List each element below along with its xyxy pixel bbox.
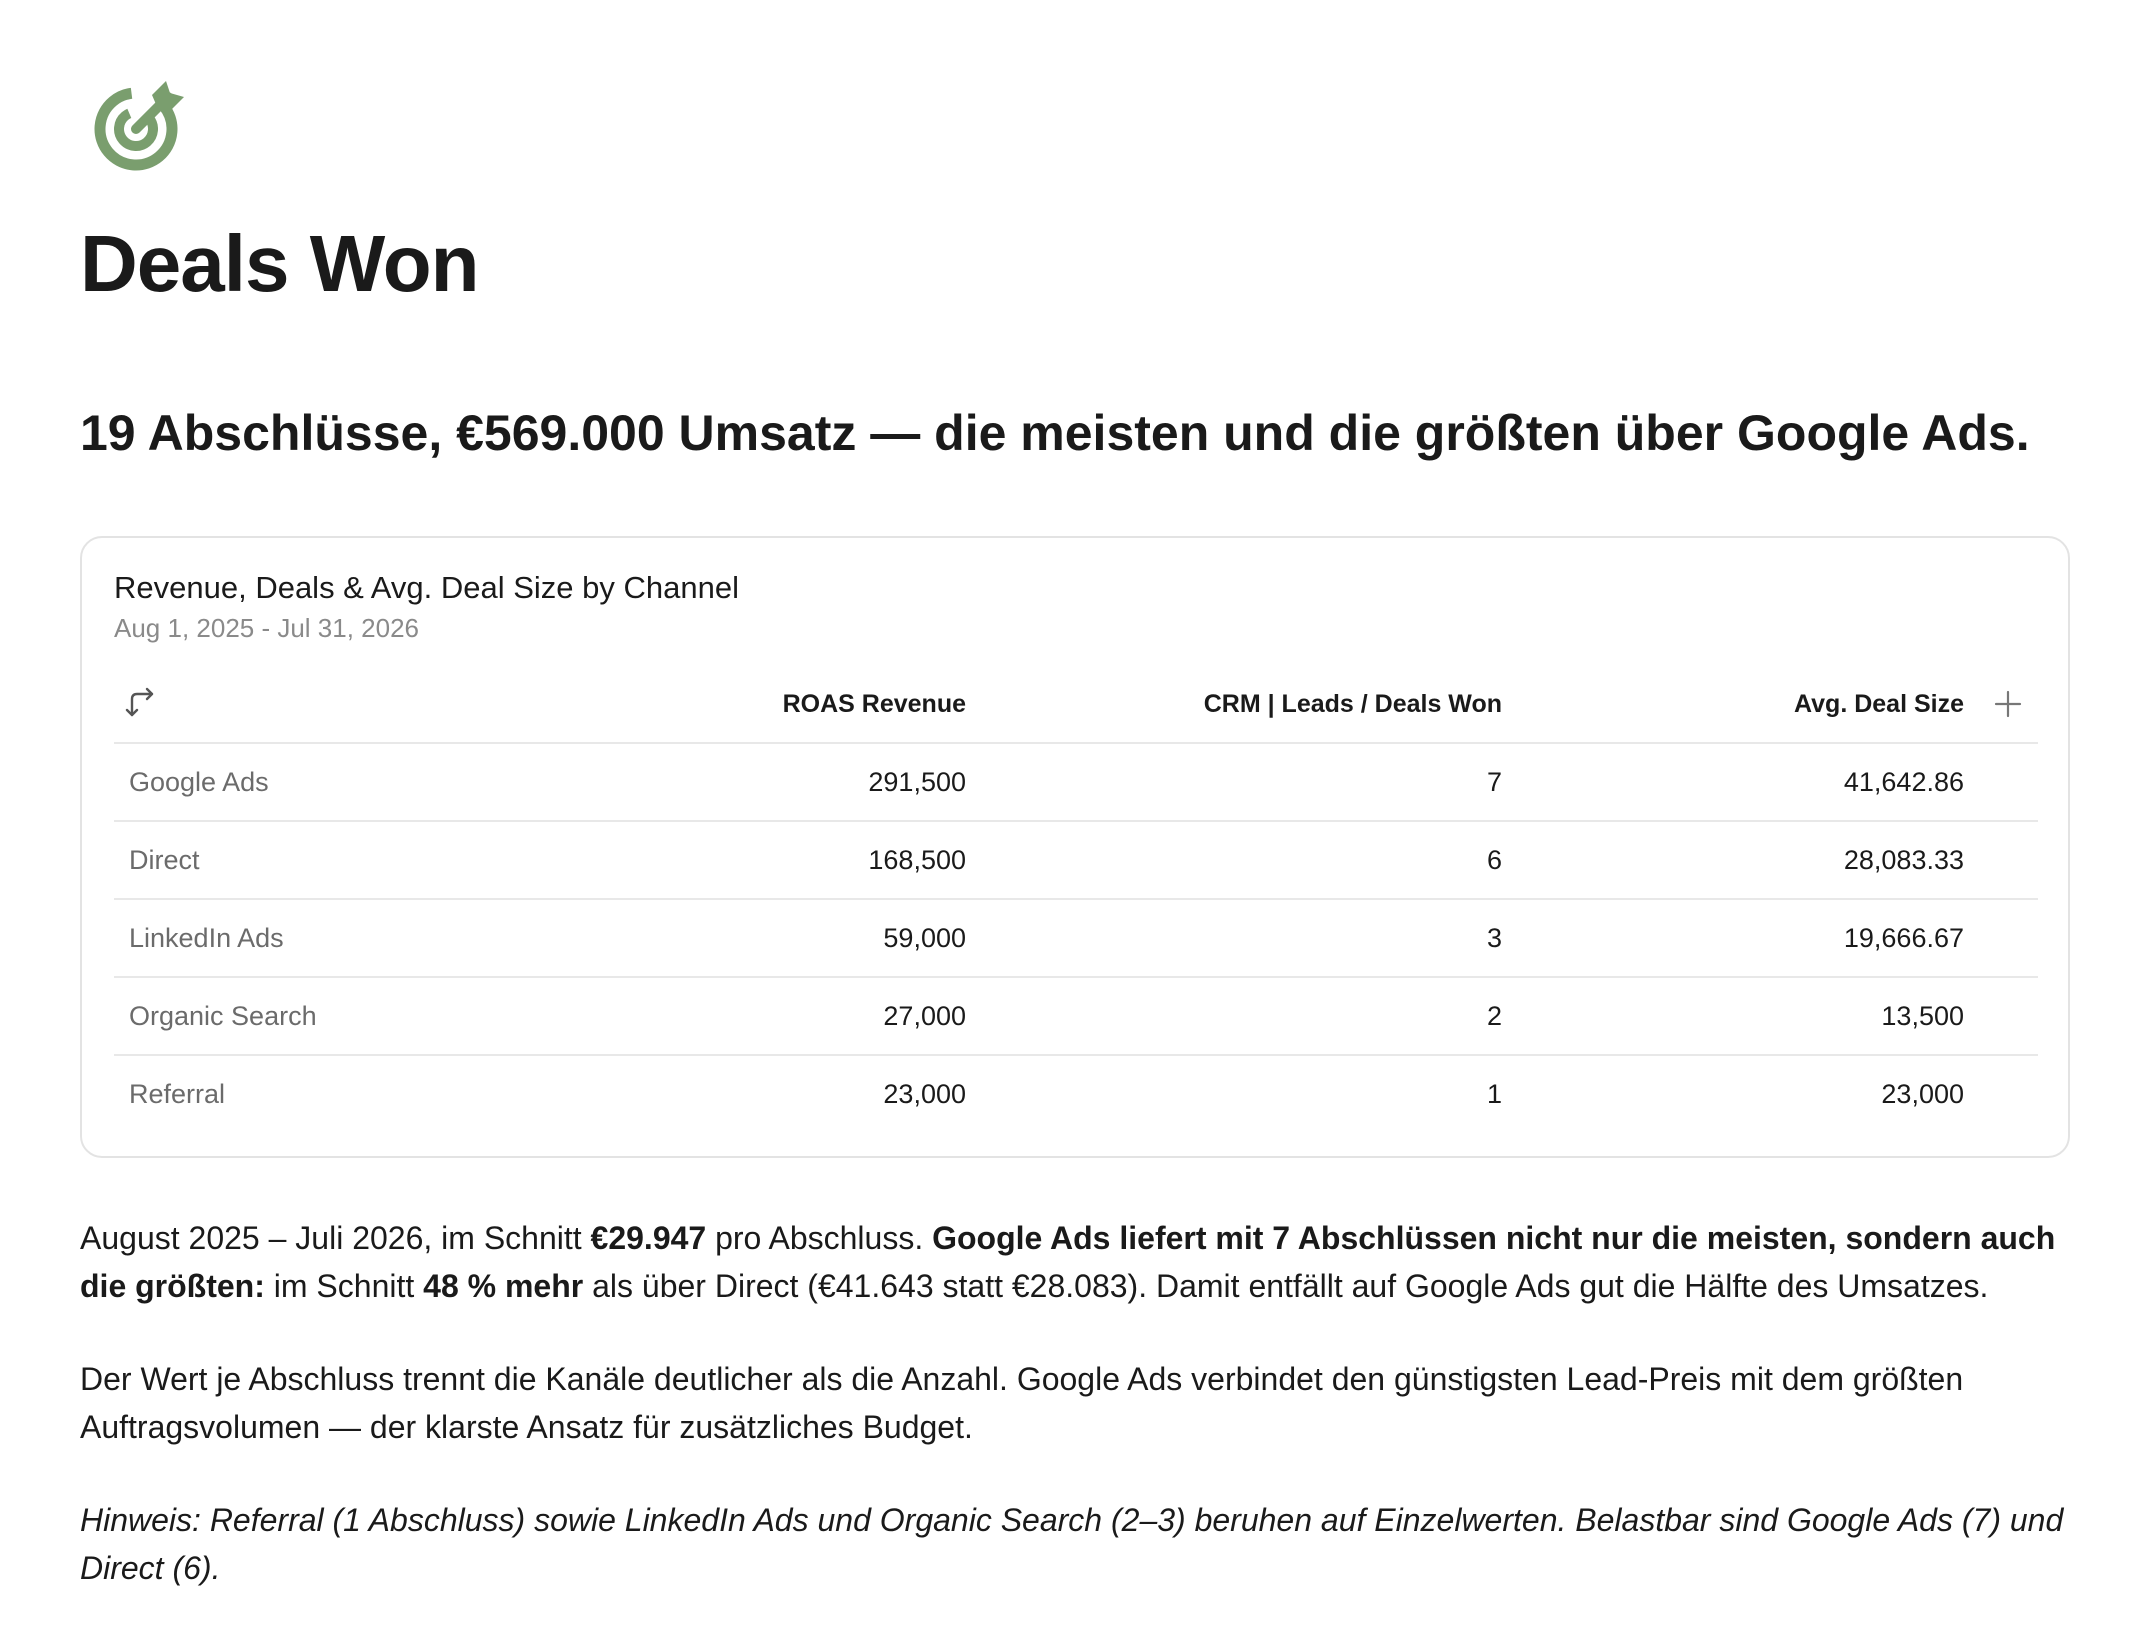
deals-value: 7 — [1486, 767, 1502, 797]
avg-deal-size-value: 23,000 — [1881, 1079, 1964, 1109]
google-ads-emphasis: Google Ads liefert mit 7 Abschlüssen nicht nur die meisten, sondern auch die größten: — [80, 1220, 2056, 1304]
plus-icon[interactable] — [1992, 688, 2024, 720]
table-header-row — [114, 666, 2038, 744]
deals-value: 2 — [1486, 1001, 1502, 1031]
channel-name: Direct — [129, 845, 200, 875]
channel-name: LinkedIn Ads — [129, 923, 284, 953]
target-arrow-icon — [90, 75, 190, 175]
column-header-avg-deal-size[interactable]: Avg. Deal Size — [1794, 690, 1964, 718]
table-row — [114, 900, 2038, 978]
note-paragraph: Hinweis: Referral (1 Abschluss) sowie LinkedIn Ads und Organic Search (2–3) beruhen auf Einzelwerten. Belastbar sind Google Ads (7) und Direct (6). — [80, 1502, 2064, 1586]
deals-value: 3 — [1486, 923, 1502, 953]
analysis-paragraph — [80, 1214, 2070, 1310]
channel-name: Referral — [129, 1079, 226, 1109]
table-row — [114, 978, 2038, 1056]
summary-headline: 19 Abschlüsse, €569.000 Umsatz — die meisten und die größten über Google Ads. — [80, 405, 2030, 461]
page-title: Deals Won — [80, 219, 479, 308]
deals-value: 6 — [1486, 845, 1502, 875]
card-date-range: Aug 1, 2025 - Jul 31, 2026 — [114, 613, 420, 643]
insight-paragraph: Der Wert je Abschluss trennt die Kanäle deutlicher als die Anzahl. Google Ads verbindet den günstigsten Lead-Preis mit dem größten Auftragsvolumen — der klarste Ansatz für zusätzliches Budget. — [80, 1361, 1964, 1445]
revenue-value: 23,000 — [883, 1079, 966, 1109]
avg-deal-size-value: 19,666.67 — [1843, 923, 1964, 953]
table-row — [114, 822, 2038, 900]
column-header-revenue[interactable]: ROAS Revenue — [782, 690, 966, 718]
avg-per-deal-emphasis: €29.947 — [590, 1220, 707, 1256]
deals-value: 1 — [1486, 1079, 1502, 1109]
avg-deal-size-value: 28,083.33 — [1843, 845, 1964, 875]
table-row — [114, 1056, 2038, 1132]
revenue-value: 27,000 — [883, 1001, 966, 1031]
channel-table-card — [80, 536, 2070, 1158]
channel-table — [114, 666, 2038, 1132]
text-run: pro Abschluss. — [706, 1220, 933, 1256]
text-run: im Schnitt — [264, 1268, 424, 1304]
avg-deal-size-value: 13,500 — [1881, 1001, 1964, 1031]
card-title: Revenue, Deals & Avg. Deal Size by Channel — [114, 570, 739, 605]
revenue-value: 291,500 — [868, 767, 966, 797]
avg-deal-size-value: 41,642.86 — [1843, 767, 1964, 797]
swap-axes-icon[interactable] — [124, 685, 160, 721]
percent-emphasis: 48 % mehr — [423, 1268, 584, 1304]
column-header-deals[interactable]: CRM | Leads / Deals Won — [1203, 690, 1502, 718]
revenue-value: 59,000 — [883, 923, 966, 953]
text-run: August 2025 – Juli 2026, im Schnitt — [80, 1220, 591, 1256]
table-row — [114, 744, 2038, 822]
text-run: als über Direct (€41.643 statt €28.083). Damit entfällt auf Google Ads gut die Hälfte des Umsatzes. — [583, 1268, 1989, 1304]
channel-name: Organic Search — [129, 1001, 317, 1031]
revenue-value: 168,500 — [868, 845, 966, 875]
channel-name: Google Ads — [129, 767, 269, 797]
